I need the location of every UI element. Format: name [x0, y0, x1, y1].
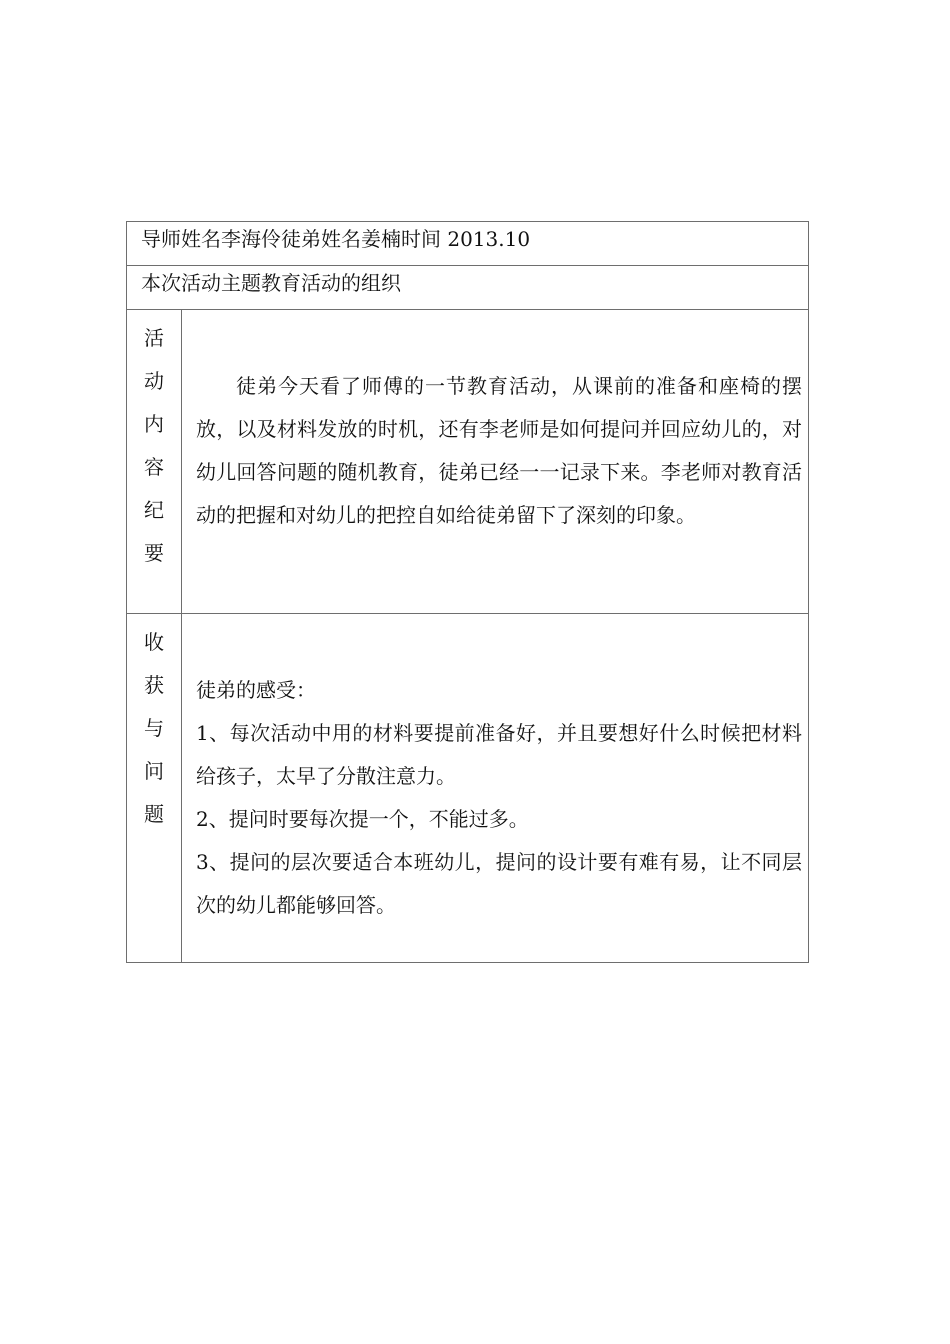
summary-label-char: 容	[144, 455, 164, 479]
summary-label-cell	[127, 310, 182, 614]
summary-label-char: 活	[144, 326, 164, 350]
summary-label	[127, 310, 181, 580]
summary-label-char: 要	[144, 541, 164, 565]
topic-row	[127, 266, 809, 310]
summary-label-char: 动	[144, 369, 164, 393]
gains-label	[127, 614, 181, 841]
summary-content	[196, 310, 802, 537]
header-cell: 导师姓名李海伶徒弟姓名姜楠时间 2013.10	[127, 222, 809, 266]
gains-item: 1、每次活动中用的材料要提前准备好，并且要想好什么时候把材料给孩子，太早了分散注意力。	[196, 721, 802, 788]
header-row	[127, 222, 809, 266]
gains-content	[196, 614, 802, 927]
gains-row	[127, 614, 809, 963]
gains-intro: 徒弟的感受：	[196, 678, 316, 702]
gains-label-char: 题	[144, 802, 164, 826]
summary-row	[127, 310, 809, 614]
gains-label-cell	[127, 614, 182, 963]
gains-label-char: 获	[144, 673, 164, 697]
topic-cell: 本次活动主题教育活动的组织	[127, 266, 809, 310]
gains-label-char: 收	[144, 630, 164, 654]
summary-label-char: 内	[144, 412, 164, 436]
gains-label-char: 问	[144, 759, 164, 783]
summary-content-cell	[182, 310, 809, 614]
gains-content-cell	[182, 614, 809, 963]
gains-label-char: 与	[144, 716, 164, 740]
gains-item: 3、提问的层次要适合本班幼儿，提问的设计要有难有易，让不同层次的幼儿都能够回答。	[196, 850, 802, 917]
summary-label-char: 纪	[144, 498, 164, 522]
mentorship-record-table	[126, 221, 809, 963]
summary-paragraph: 徒弟今天看了师傅的一节教育活动，从课前的准备和座椅的摆放，以及材料发放的时机，还有李老师是如何提问并回应幼儿的，对幼儿回答问题的随机教育，徒弟已经一一记录下来。李老师对教育活动的把握和对幼儿的把控自如给徒弟留下了深刻的印象。	[196, 374, 802, 527]
gains-item: 2、提问时要每次提一个，不能过多。	[196, 807, 529, 831]
